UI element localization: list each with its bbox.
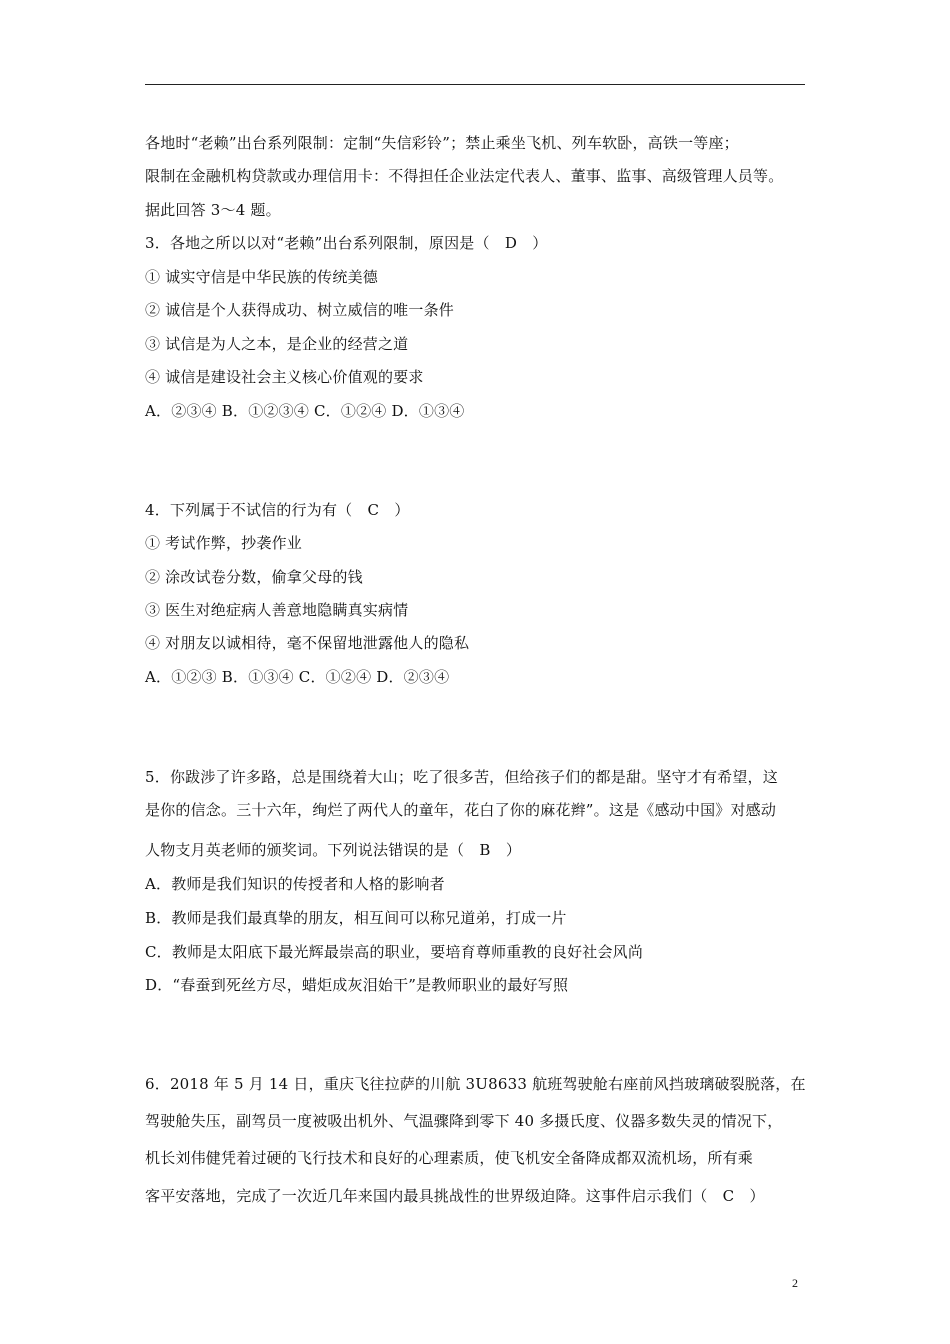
q6-stem-line-4: 客平安落地，完成了一次近几年来国内最具挑战性的世界级迫降。这事件启示我们（ C ） — [145, 1187, 765, 1205]
q3-item-2: ② 诚信是个人获得成功、树立威信的唯一条件 — [145, 301, 454, 319]
q5-option-a: A．教师是我们知识的传授者和人格的影响者 — [145, 875, 445, 893]
q4-item-3: ③ 医生对绝症病人善意地隐瞒真实病情 — [145, 601, 409, 619]
q6-stem-line-1: 6．2018 年 5 月 14 日，重庆飞往拉萨的川航 3U8633 航班驾驶舱右座前风挡玻璃破裂脱落，在 — [145, 1075, 806, 1093]
q3-item-4: ④ 诚信是建设社会主义核心价值观的要求 — [145, 368, 424, 386]
header-rule — [145, 84, 805, 85]
q3-item-1: ① 诚实守信是中华民族的传统美德 — [145, 268, 378, 286]
q5-option-d: D．“春蚕到死丝方尽，蜡炬成灰泪始干”是教师职业的最好写照 — [145, 976, 569, 994]
q3-options: A．②③④ B．①②③④ C．①②④ D．①③④ — [145, 402, 465, 420]
q3-stem: 3．各地之所以以对“老赖”出台系列限制，原因是（ D ） — [145, 234, 548, 252]
q4-item-1: ① 考试作弊，抄袭作业 — [145, 534, 302, 552]
page-number: 2 — [792, 1276, 798, 1290]
q6-stem-line-3: 机长刘伟健凭着过硬的飞行技术和良好的心理素质，使飞机安全备降成都双流机场，所有乘 — [145, 1149, 754, 1167]
q5-stem-line-2: 是你的信念。三十六年，绚烂了两代人的童年，花白了你的麻花辫”。这是《感动中国》对感动 — [145, 801, 777, 819]
q5-option-c: C．教师是太阳底下最光辉最崇高的职业，要培育尊师重教的良好社会风尚 — [145, 943, 644, 961]
intro-line-3: 据此回答 3～4 题。 — [145, 201, 281, 219]
q5-option-b: B．教师是我们最真挚的朋友，相互间可以称兄道弟，打成一片 — [145, 909, 567, 927]
q4-stem: 4．下列属于不试信的行为有（ C ） — [145, 501, 410, 519]
q4-item-4: ④ 对朋友以诚相待，毫不保留地泄露他人的隐私 — [145, 634, 470, 652]
q5-stem-line-3: 人物支月英老师的颁奖词。下列说法错误的是（ B ） — [145, 841, 522, 859]
q4-item-2: ② 涂改试卷分数，偷拿父母的钱 — [145, 568, 363, 586]
intro-line-1: 各地时“老赖”出台系列限制：定制“失信彩铃”；禁止乘坐飞机、列车软卧，高铁一等座； — [145, 134, 739, 152]
q4-options: A．①②③ B．①③④ C．①②④ D．②③④ — [145, 668, 450, 686]
q3-item-3: ③ 试信是为人之本，是企业的经营之道 — [145, 335, 409, 353]
q5-stem-line-1: 5．你跋涉了许多路，总是围绕着大山；吃了很多苦，但给孩子们的都是甜。坚守才有希望，这 — [145, 768, 778, 786]
q6-stem-line-2: 驾驶舱失压，副驾员一度被吸出机外、气温骤降到零下 40 多摄氏度、仪器多数失灵的情况下， — [145, 1112, 783, 1130]
intro-line-2: 限制在金融机构贷款或办理信用卡：不得担任企业法定代表人、董事、监事、高级管理人员等。 — [145, 167, 784, 185]
